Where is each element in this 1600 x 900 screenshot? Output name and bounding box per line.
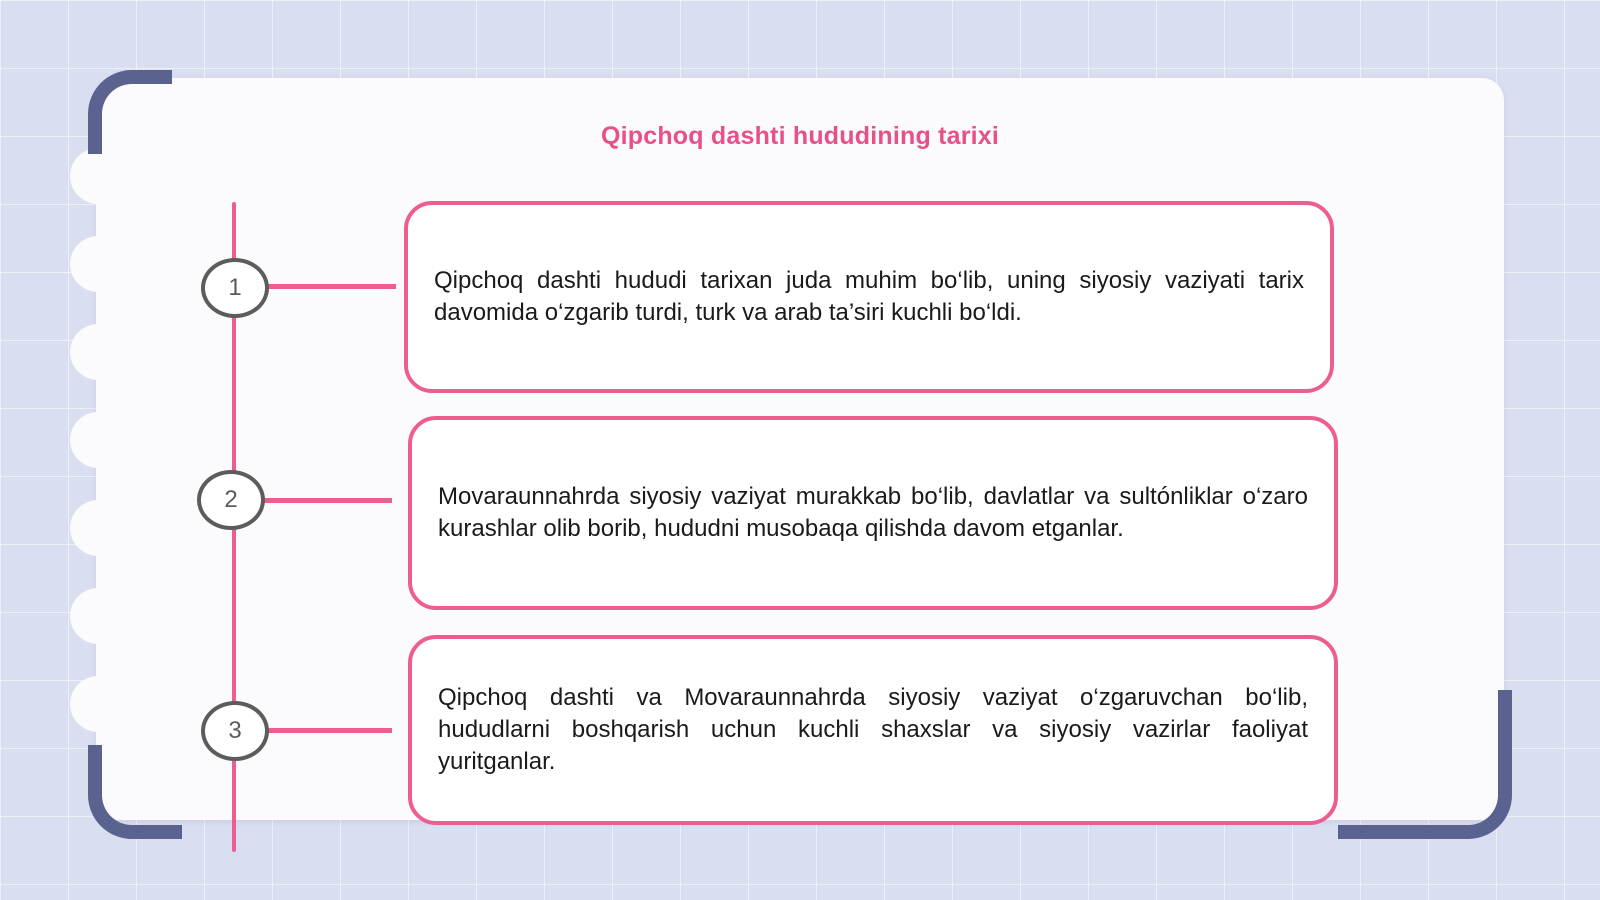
timeline-card-text: Qipchoq dashti hududi tarixan juda muhim bo‘lib, uning siyosiy vaziyati tarix davomida o‘zgarib turdi, turk va arab ta’siri kuchli bo‘ldi.	[434, 267, 1304, 326]
timeline-marker-3: 3	[201, 701, 269, 761]
timeline-connector	[262, 728, 392, 733]
timeline-card-text: Movaraunnahrda siyosiy vaziyat murakkab bo‘lib, davlatlar va sultónliklar o‘zaro kurashlar olib borib, hududni musobaqa qilishda davom etganlar.	[438, 483, 1308, 542]
timeline-card-1	[404, 201, 1334, 393]
timeline-card-3	[408, 635, 1338, 825]
timeline-card-text: Qipchoq dashti va Movaraunnahrda siyosiy vaziyat o‘zgaruvchan bo‘lib, hududlarni boshqarish uchun kuchli shaxslar va siyosiy vazirlar faoliyat yuritganlar.	[438, 684, 1308, 775]
paper-scallop	[70, 676, 126, 732]
paper-scallop	[70, 148, 126, 204]
corner-bracket-bottom-left	[88, 745, 182, 839]
timeline-card-2	[408, 416, 1338, 610]
paper-scallop	[70, 324, 126, 380]
timeline-connector	[258, 498, 392, 503]
paper-scallop	[70, 412, 126, 468]
corner-bracket-bottom-right	[1338, 690, 1512, 839]
timeline-connector	[262, 284, 396, 289]
slide-title: Qipchoq dashti hududining tarixi	[600, 122, 1000, 150]
timeline-marker-2: 2	[197, 470, 265, 530]
paper-scallop	[70, 588, 126, 644]
timeline-marker-1: 1	[201, 258, 269, 318]
paper-scallop	[70, 236, 126, 292]
paper-scallop	[70, 500, 126, 556]
